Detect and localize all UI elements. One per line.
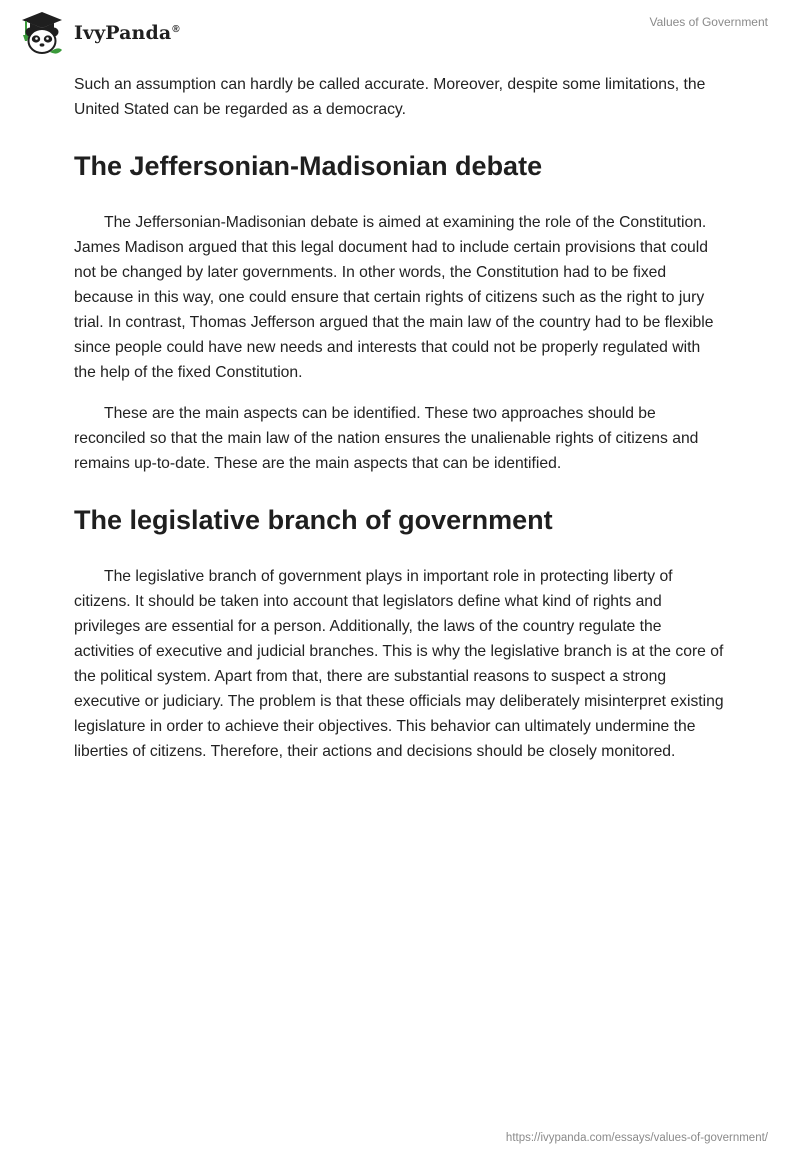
page-header [0, 0, 800, 64]
intro-paragraph: Such an assumption can hardly be called accurate. Moreover, despite some limitations, the United Stated can be regarded as a democracy. [74, 76, 706, 118]
essay-content [74, 72, 724, 764]
source-url[interactable]: https://ivypanda.com/essays/values-of-government/ [505, 1132, 768, 1144]
ivypanda-logo[interactable] [14, 8, 180, 56]
logo-text: IvyPanda® [74, 22, 180, 44]
section1-paragraph-1: The Jeffersonian-Madisonian debate is aimed at examining the role of the Constitution. James Madison argued that this legal document had to include certain provisions that could not be changed by later governments. In other words, the Constitution had to be fixed because in this way, one could ensure that certain rights of citizens such as the right to jury trial. In contrast, Thomas Jefferson argued that the main law of the country had to be flexible since people could have new needs and interests that could not be properly regulated with the help of the fixed Constitution. [74, 214, 714, 381]
panda-graduate-icon [14, 8, 70, 56]
document-title: Values of Government [649, 15, 768, 29]
registered-mark: ® [172, 23, 180, 35]
section1-paragraph-2: These are the main aspects can be identified. These two approaches should be reconciled so that the main law of the nation ensures the unalienable rights of citizens and remains up-to-date. These are the main aspects that can be identified. [74, 405, 699, 472]
section2-paragraph-1: The legislative branch of government plays in important role in protecting liberty of citizens. It should be taken into account that legislators define what kind of rights and privileges are essential for a person. Additionally, the laws of the country regulate the activities of executive and judicial branches. This is why the legislative branch is at the core of the political system. Apart from that, there are substantial reasons to suspect a strong executive or judiciary. The problem is that these officials may deliberately misinterpret existing legislature in order to achieve their objectives. This behavior can ultimately undermine the liberties of citizens. Therefore, their actions and decisions should be closely monitored. [74, 568, 724, 760]
section-heading-legislative-branch: The legislative branch of government [74, 505, 553, 535]
section-heading-jeffersonian-madisonian: The Jeffersonian-Madisonian debate [74, 151, 543, 181]
